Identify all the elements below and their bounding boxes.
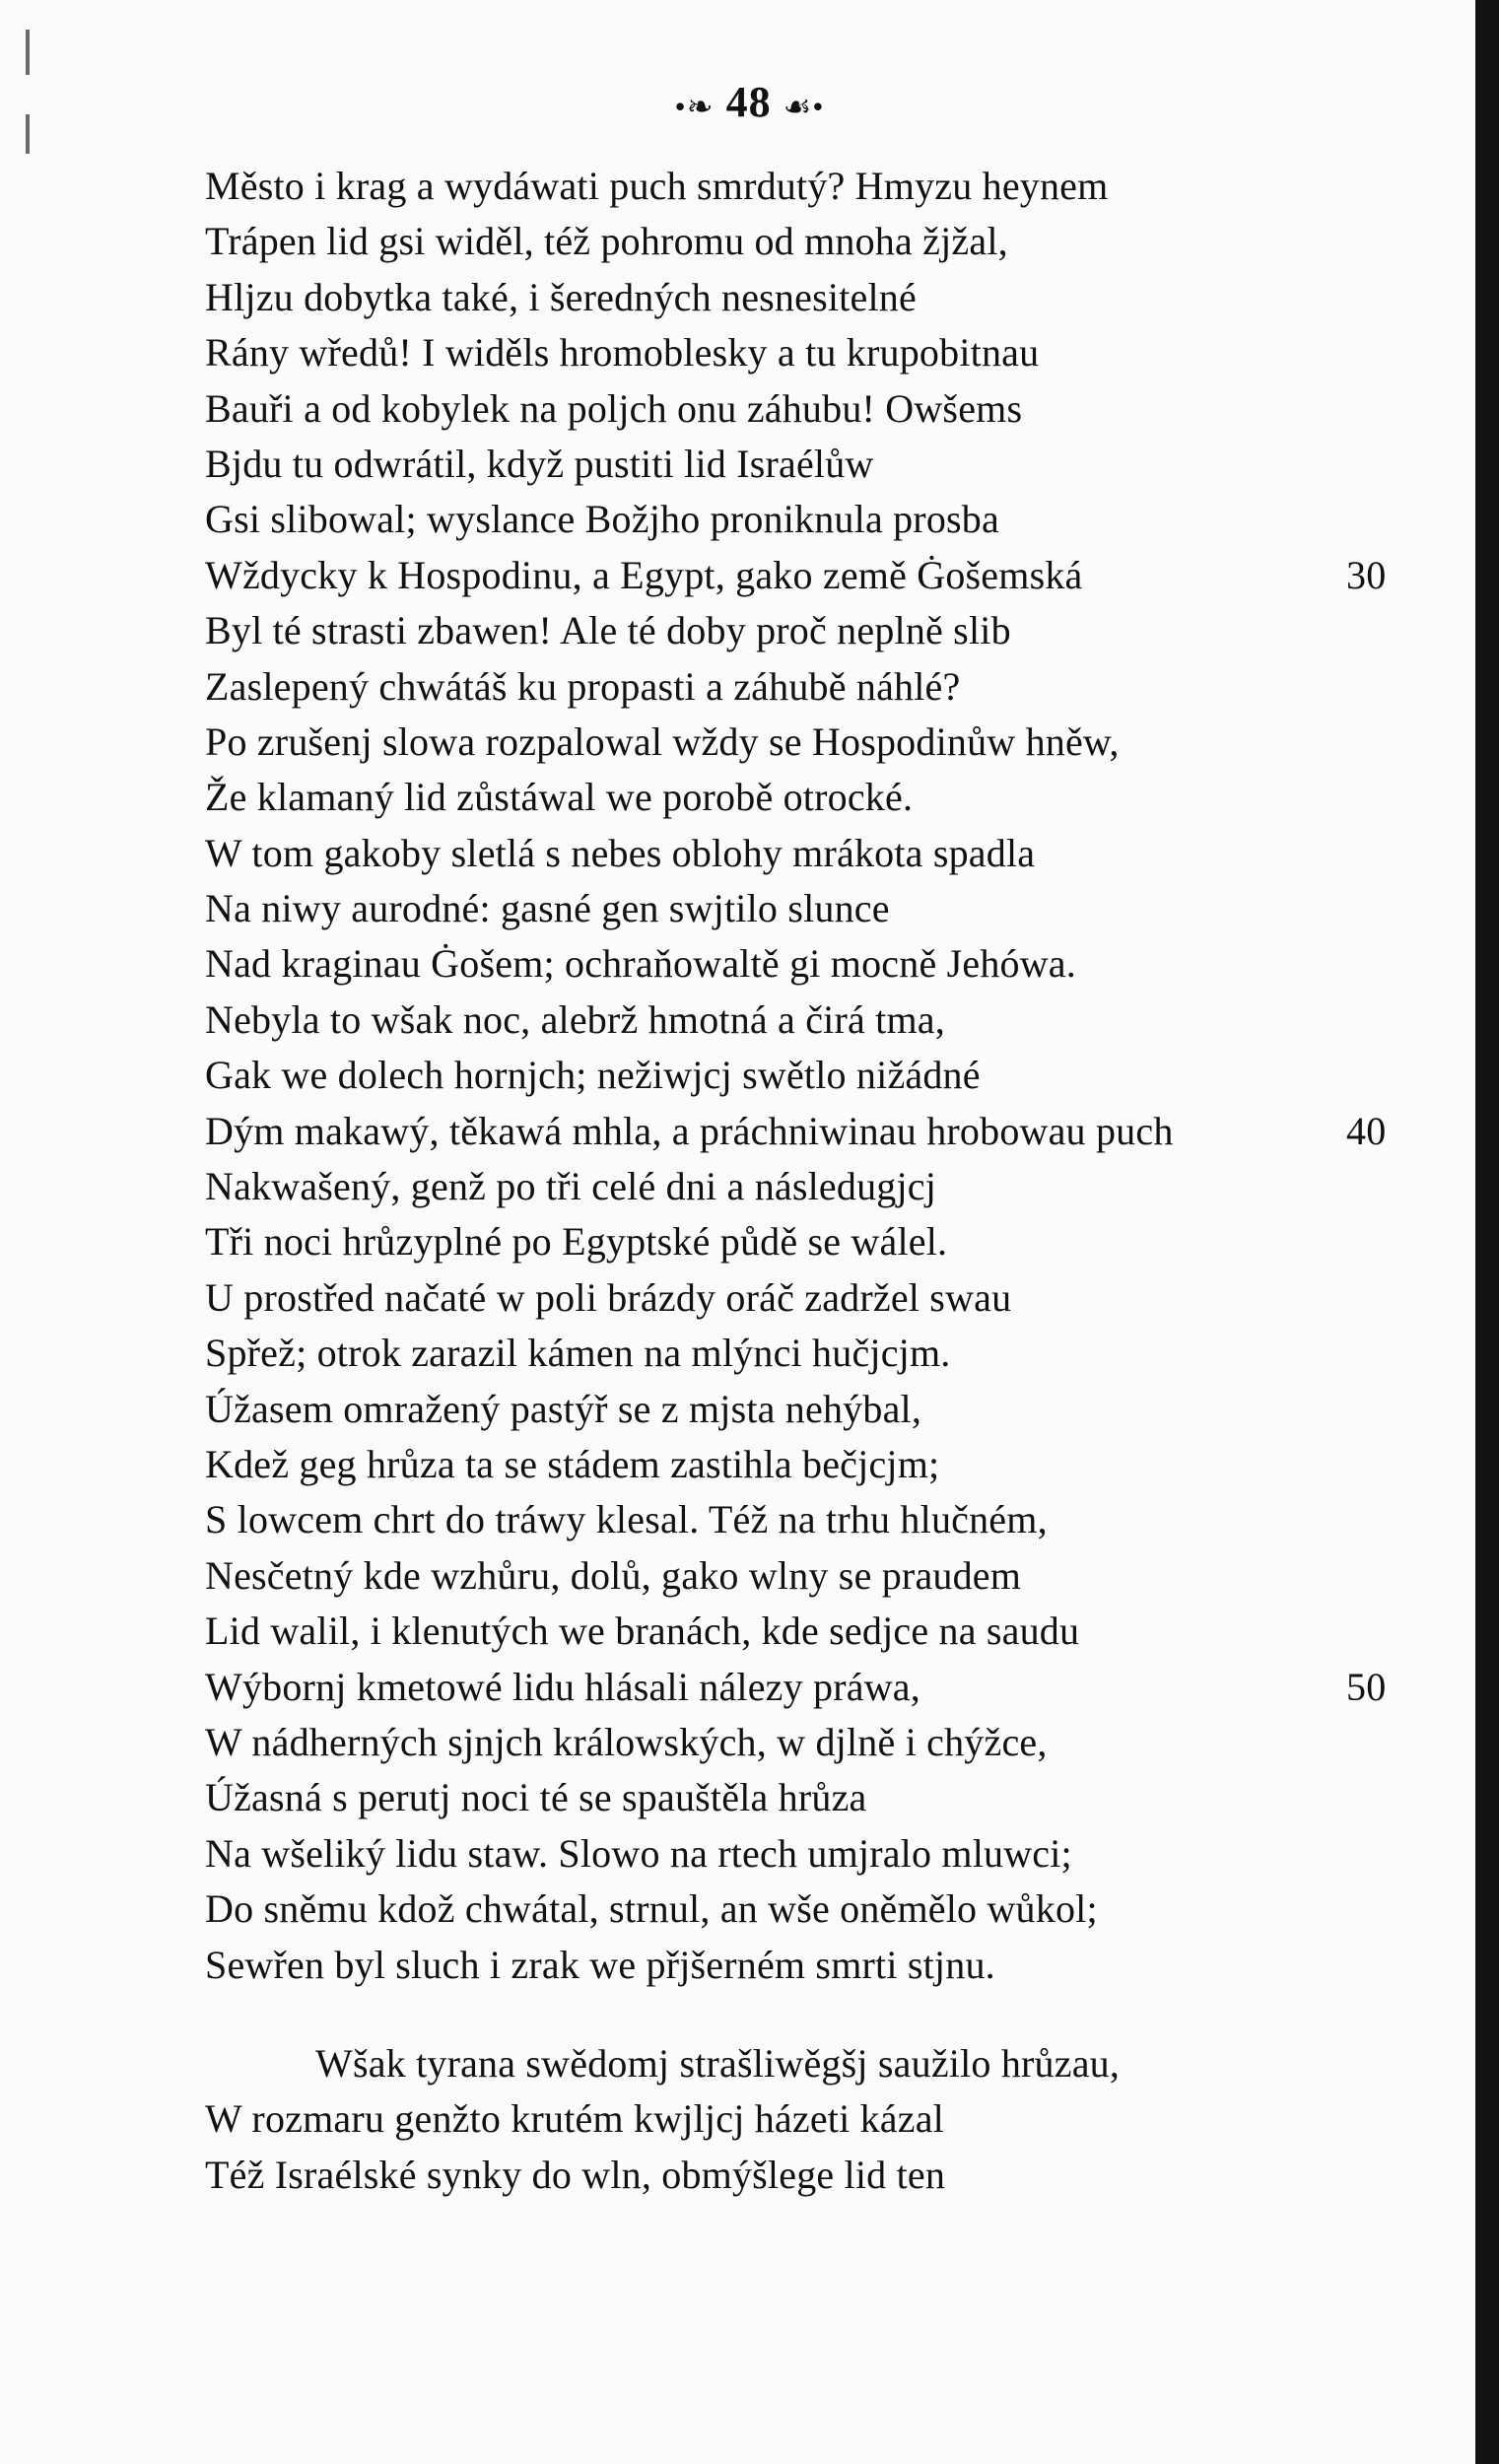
verse-line (205, 603, 1368, 658)
poem-text (205, 159, 1387, 2203)
verse-line (205, 715, 1368, 770)
verse-text: Bjdu tu odwrátil, když pustiti lid Israélůw (205, 441, 874, 486)
verse-text: W tom gakoby sletlá s nebes oblohy mrákota spadla (205, 830, 1036, 875)
verse-text: Gak we dolech hornjch; nežiwjcj swětlo nižádné (205, 1053, 981, 1098)
verse-line (205, 1159, 1368, 1214)
ornament-right-icon: ☙• (783, 88, 825, 124)
verse-text: Úžasná s perutj noci té se spauštěla hrůza (205, 1775, 867, 1820)
verse-line (205, 826, 1368, 881)
page-number: 48 (725, 78, 772, 126)
verse-line (205, 381, 1368, 437)
verse-text: Dým makawý, těkawá mhla, a práchniwinau hrobowau puch (205, 1108, 1174, 1153)
verse-text: S lowcem chrt do tráwy klesal. Též na trhu hlučném, (205, 1497, 1048, 1542)
verse-text: Hljzu dobytka také, i šeredných nesnesitelné (205, 274, 917, 319)
verse-line (205, 1214, 1368, 1269)
verse-text: Spřež; otrok zarazil kámen na mlýnci hučjcjm. (205, 1331, 951, 1376)
verse-text: U prostřed načaté w poli brázdy oráč zadržel swau (205, 1274, 1012, 1320)
verse-text: Wždycky k Hospodinu, a Egypt, gako země Ġošemská (205, 552, 1083, 597)
verse-line (205, 548, 1387, 603)
verse-line (205, 992, 1368, 1048)
verse-line (205, 1770, 1368, 1825)
line-number: 50 (1346, 1664, 1387, 1709)
page-header (0, 77, 1499, 127)
verse-line (205, 214, 1368, 269)
verse-text: Lid walil, i klenutých we branách, kde sedjce na saudu (205, 1608, 1080, 1654)
verse-text: Wšak tyrana swědomj strašliwěgšj saužilo hrůzau, (315, 2040, 1121, 2086)
verse-line (205, 437, 1368, 492)
verse-text: Wýbornj kmetowé lidu hlásali nálezy práwa, (205, 1664, 920, 1709)
verse-text: Tři noci hrůzyplné po Egyptské půdě se wálel. (205, 1219, 948, 1265)
page-edge-mark (26, 30, 30, 75)
verse-text: Kdež geg hrůza ta se stádem zastihla bečjcjm; (205, 1441, 940, 1486)
verse-line (205, 881, 1368, 936)
verse-text: W rozmaru genžto krutém kwjljcj házeti kázal (205, 2096, 944, 2142)
verse-text: Po zrušenj slowa rozpalowal wždy se Hospodinůw hněw, (205, 719, 1120, 764)
verse-line (205, 1548, 1368, 1604)
verse-line (205, 1604, 1368, 1659)
verse-text: W nádherných sjnjch králowských, w djlně i chýžce, (205, 1719, 1048, 1764)
verse-text: Město i krag a wydáwati puch smrdutý? Hmyzu heynem (205, 164, 1109, 208)
verse-line (205, 492, 1368, 547)
verse-line (205, 159, 1368, 214)
verse-line (205, 659, 1368, 715)
verse-text: Rány wředů! I widěls hromoblesky a tu krupobitnau (205, 330, 1040, 376)
verse-text: Nesčetný kde wzhůru, dolů, gako wlny se praudem (205, 1552, 1022, 1598)
verse-line (205, 1938, 1368, 1993)
verse-line (205, 1715, 1368, 1770)
verse-line (205, 1326, 1368, 1381)
verse-line (205, 1048, 1368, 1103)
verse-line (205, 1382, 1368, 1437)
verse-line (205, 270, 1368, 325)
verse-line (205, 1437, 1368, 1492)
verse-line (205, 2091, 1368, 2147)
verse-text: Sewřen byl sluch i zrak we přjšerném smrti stjnu. (205, 1942, 995, 1987)
ornament-left-icon: •❧ (674, 88, 715, 124)
line-number: 40 (1346, 1108, 1387, 1153)
verse-text: Na niwy aurodné: gasné gen swjtilo slunce (205, 886, 890, 931)
verse-text: Nakwašený, genž po tři celé dni a následugjcj (205, 1164, 937, 1209)
verse-line (205, 1104, 1387, 1159)
verse-line (205, 1660, 1387, 1715)
verse-text: Že klamaný lid zůstáwal we porobě otrocké. (205, 775, 914, 820)
verse-text: Zaslepený chwátáš ku propasti a záhubě náhlé? (205, 663, 961, 709)
verse-line (205, 325, 1368, 380)
verse-text: Bauři a od kobylek na poljch onu záhubu! Owšems (205, 385, 1023, 431)
book-spine-shadow (1475, 0, 1499, 2464)
verse-text: Nebyla to wšak noc, alebrž hmotná a čirá tma, (205, 996, 945, 1042)
verse-line (205, 2148, 1368, 2203)
verse-text: Na wšeliký lidu staw. Slowo na rtech umjralo mluwci; (205, 1830, 1072, 1876)
verse-text: Úžasem omražený pastýř se z mjsta nehýbal, (205, 1386, 922, 1431)
verse-text: Byl té strasti zbawen! Ale té doby proč neplně slib (205, 608, 1011, 653)
verse-line (205, 1492, 1368, 1547)
verse-text: Trápen lid gsi widěl, též pohromu od mnoha žjžal, (205, 219, 1008, 264)
verse-line (205, 770, 1368, 825)
verse-text: Do sněmu kdož chwátal, strnul, an wše oněmělo wůkol; (205, 1886, 1098, 1932)
line-number: 30 (1346, 552, 1387, 597)
verse-line (205, 1882, 1368, 1937)
verse-text: Též Israélské synky do wln, obmýšlege lid ten (205, 2152, 946, 2197)
verse-line (205, 1270, 1368, 1326)
verse-line (205, 2036, 1368, 2091)
verse-line (205, 936, 1368, 992)
verse-text: Nad kraginau Ġošem; ochraňowaltě gi mocně Jehówa. (205, 941, 1076, 987)
verse-line (205, 1826, 1368, 1882)
verse-text: Gsi slibowal; wyslance Božjho proniknula prosba (205, 497, 999, 542)
